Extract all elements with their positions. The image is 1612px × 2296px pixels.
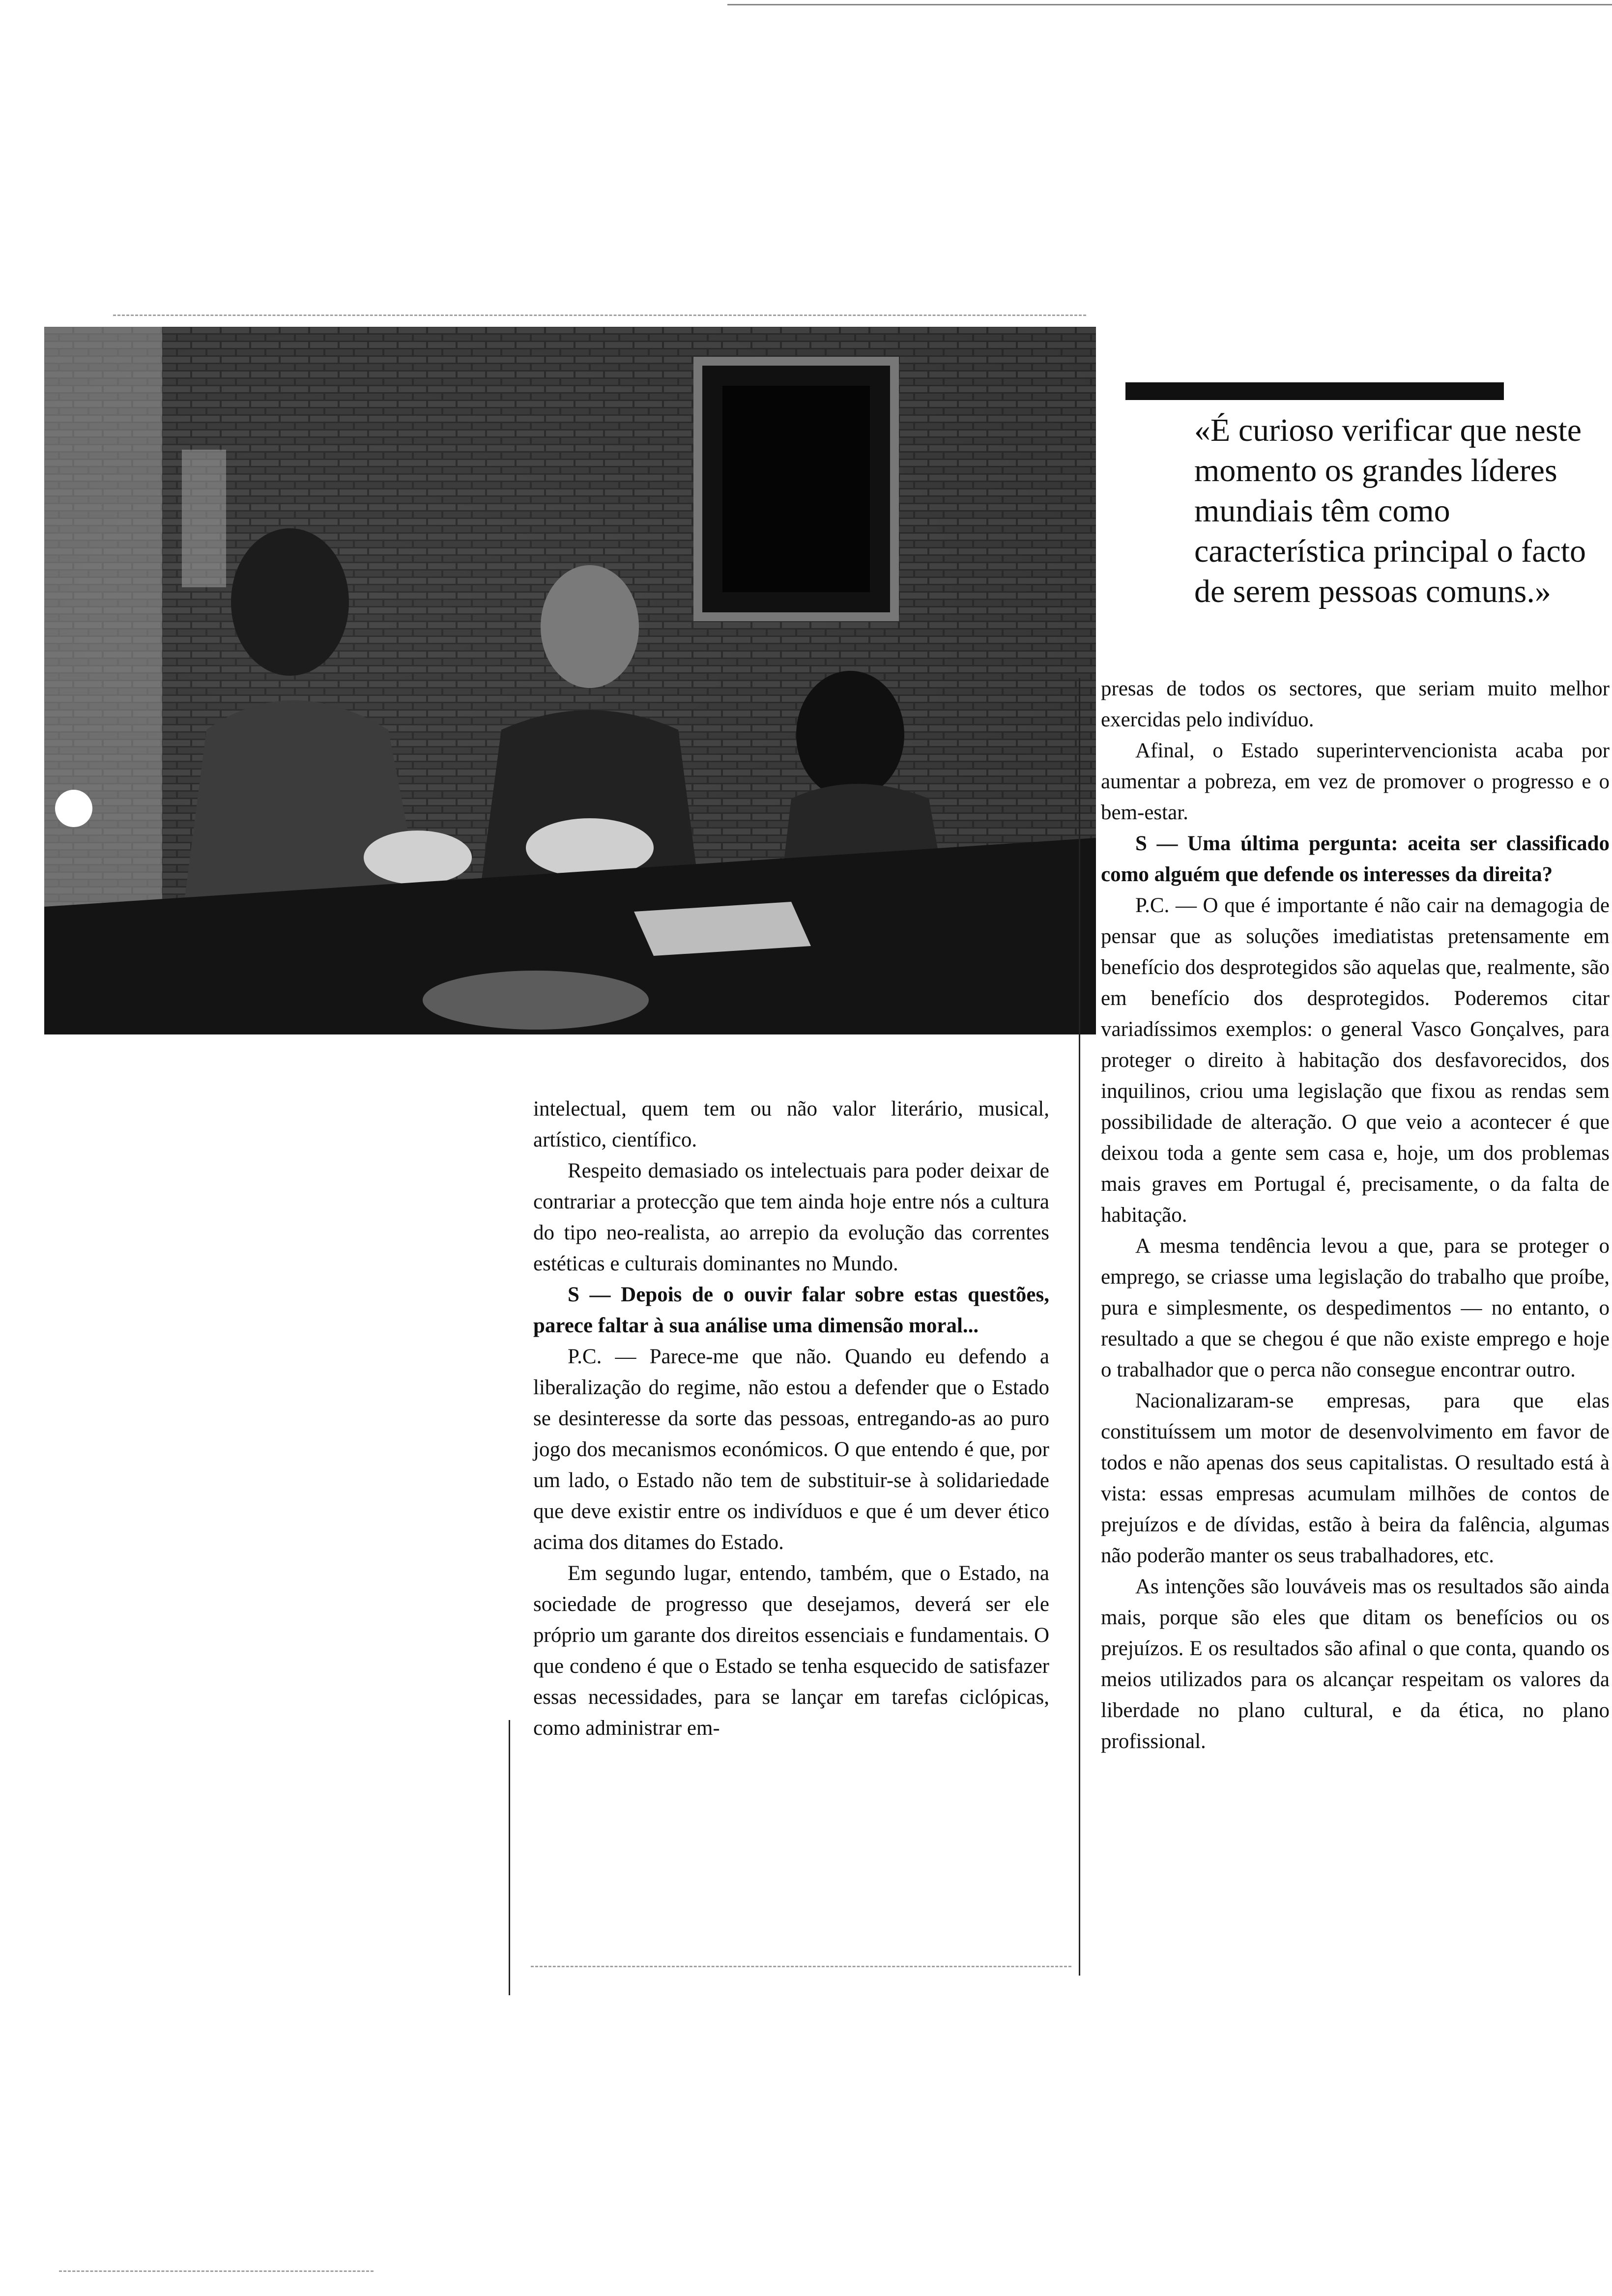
- text-column-left: [533, 1093, 1049, 1744]
- interview-answer: P.C. — Parece-me que não. Quando eu defendo a liberalização do regime, não estou a defender que o Estado se desinteresse da sorte das pessoas, entregando-as ao puro jogo dos mecanismos económicos. O que entendo é que, por um lado, o Estado não tem de substituir-se à solidariedade que deve existir entre os indivíduos e que é um dever ético acima dos ditames do Estado.: [533, 1345, 1049, 1554]
- paragraph: intelectual, quem tem ou não valor literário, musical, artístico, científico.: [533, 1097, 1049, 1151]
- interview-question: S — Uma última pergunta: aceita ser classificado como alguém que defende os interesses da direita?: [1101, 832, 1610, 886]
- person-centre-head: [541, 565, 639, 688]
- paragraph: Respeito demasiado os intelectuais para poder deixar de contrariar a protecção que tem ainda hoje entre nós a cultura do tipo neo-realista, ao arrepio da evolução das correntes estéticas e culturais dominantes no Mundo.: [533, 1159, 1049, 1275]
- scan-noise: [531, 1966, 1071, 1968]
- pull-quote-bar: [1125, 382, 1504, 400]
- wall-window-pane: [722, 386, 870, 592]
- person-left-hands: [364, 831, 472, 885]
- lamp: [182, 450, 226, 587]
- column-rule-left: [509, 1720, 510, 1995]
- scan-noise: [59, 2270, 374, 2273]
- paragraph: As intenções são louváveis mas os resultados são ainda mais, porque são eles que ditam os benefícios ou os prejuízos. E os resultados são afinal o que conta, quando os meios utilizados para os alcançar respeitam os valores da liberdade no plano cultural, e da ética, no plano profissional.: [1101, 1575, 1610, 1753]
- paragraph: presas de todos os sectores, que seriam muito melhor exercidas pelo indivíduo.: [1101, 677, 1610, 731]
- pull-quote: «É curioso verificar que neste momento os grandes líderes mundiais têm como característica principal o facto de serem pessoas comuns.»: [1194, 412, 1586, 609]
- person-left-head: [231, 528, 349, 676]
- paragraph: A mesma tendência levou a que, para se proteger o emprego, se criasse uma legislação do trabalho que proíbe, pura e simplesmente, os despedimentos — no entanto, o resultado a que se chegou é que não existe emprego e hoje o trabalhador que o perca não consegue encontrar outro.: [1101, 1234, 1610, 1381]
- interview-question: S — Depois de o ouvir falar sobre estas questões, parece faltar à sua análise uma dimensão moral...: [533, 1283, 1049, 1337]
- paragraph: Afinal, o Estado superintervencionista acaba por aumentar a pobreza, em vez de promover o progresso e o bem-estar.: [1101, 739, 1610, 824]
- interview-answer: P.C. — O que é importante é não cair na demagogia de pensar que as soluções imediatistas pretensamente em benefício dos desprotegidos são aquelas que, realmente, são em benefício dos desprotegidos. Poderemos citar variadíssimos exemplos: o general Vasco Gonçalves, para proteger o direito à habitação dos desfavorecidos, dos inquilinos, criou uma legislação que fixou as rendas sem possibilidade de alteração. O que veio a acontecer é que deixou toda a gente sem casa e, hoje, um dos problemas mais graves em Portugal é, precisamente, o da falta de habitação.: [1101, 894, 1610, 1227]
- interview-photo: [44, 327, 1096, 1034]
- scan-noise: [113, 315, 1086, 317]
- text-column-right: [1101, 673, 1610, 1757]
- table-object: [423, 971, 649, 1030]
- photo-scene: [44, 327, 1096, 1034]
- punch-hole: [55, 790, 92, 827]
- column-rule-right: [1079, 678, 1080, 1976]
- paragraph: Em segundo lugar, entendo, também, que o Estado, na sociedade de progresso que desejamos, deverá ser ele próprio um garante dos direitos essenciais e fundamentais. O que condeno é que o Estado se tenha esquecido de satisfazer essas necessidades, para se lançar em tarefas ciclópicas, como administrar em-: [533, 1562, 1049, 1740]
- scan-edge-line: [727, 4, 1612, 5]
- paragraph: Nacionalizaram-se empresas, para que elas constituíssem um motor de desenvolvimento em favor de todos e não apenas dos seus capitalistas. O resultado está à vista: essas empresas acumulam milhões de contos de prejuízos e de dívidas, estão à beira da falência, algumas não poderão manter os seus trabalhadores, etc.: [1101, 1389, 1610, 1567]
- person-right-head: [796, 671, 904, 799]
